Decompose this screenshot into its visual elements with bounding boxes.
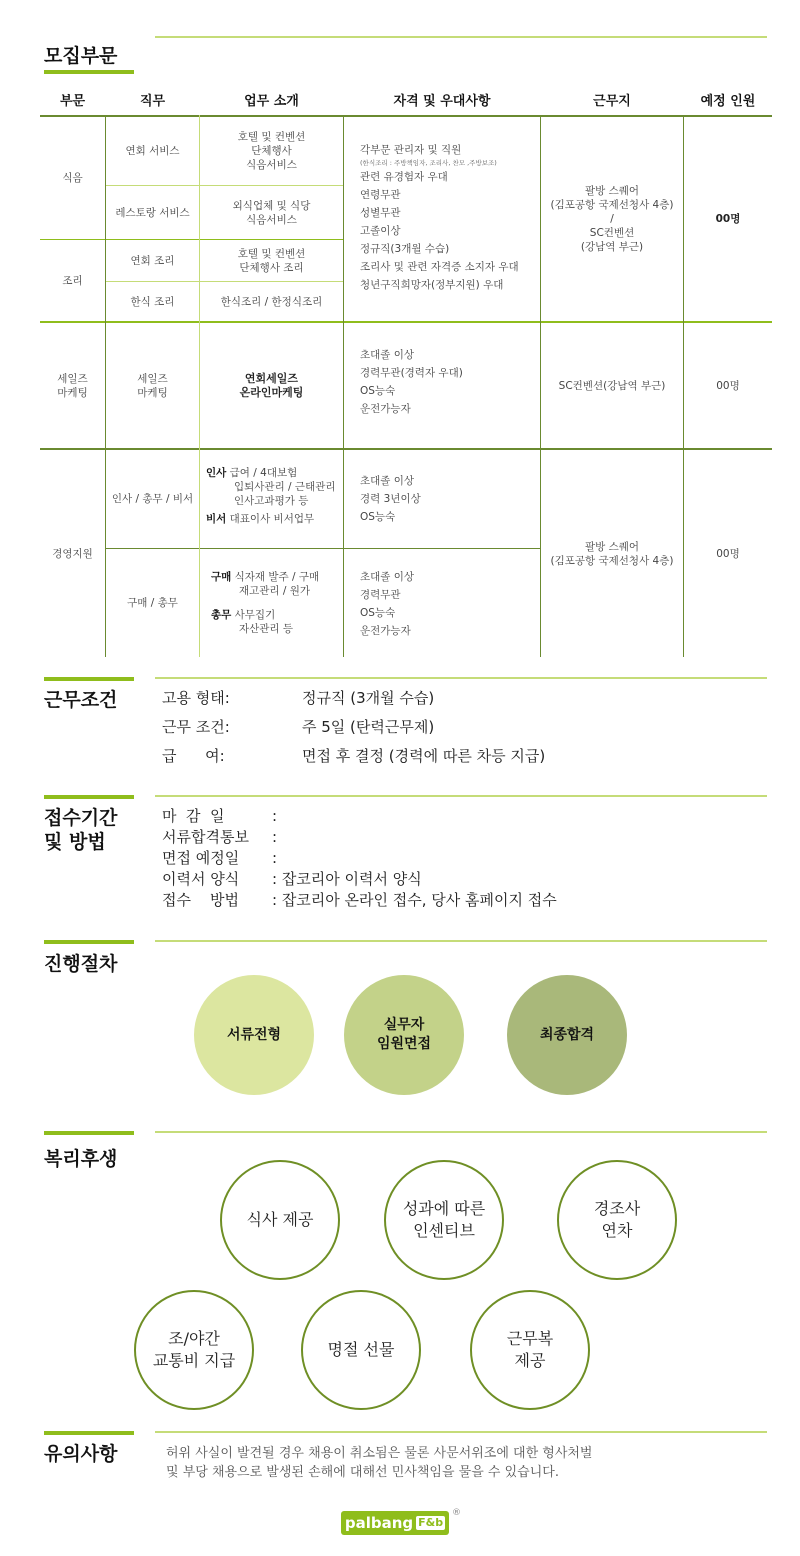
apply-value: : [272, 849, 278, 867]
apply-value: : [272, 828, 278, 846]
recruit-title-underline [44, 70, 134, 74]
qual-sales: 초대졸 이상 경력무관(경력자 우대) OS능숙 운전가능자 [360, 349, 463, 415]
benefits-section-title: 복리후생 [44, 1148, 118, 1170]
desc-banquet-service: 호텔 및 컨벤션 단체행사 식음서비스 [237, 131, 306, 171]
conditions-section-title: 근무조건 [44, 689, 118, 711]
job-banquet-service: 연회 서비스 [125, 145, 180, 157]
apply-label: 면접 예정일 [162, 849, 240, 867]
apply-value: : 잡코리아 이력서 양식 [272, 870, 422, 888]
desc-restaurant-service: 외식업체 및 식당 식음서비스 [232, 199, 311, 226]
benefits-divider [155, 1131, 767, 1133]
job-sales: 세일즈 마케팅 [137, 372, 168, 399]
notice-text: 허위 사실이 발견될 경우 채용이 취소됨은 물론 사문서위조에 대한 형사처벌 및 부당 채용으로 발생된 손해에 대해선 민사책임을 물을 수 있습니다. [166, 1446, 593, 1480]
desc-purchase: 구매 식자재 발주 / 구매 재고관리 / 원가 총무 사무집기 자산관리 등 [211, 571, 320, 635]
benefit-incentive: 성과에 따른 인센티브 [384, 1160, 504, 1280]
palbang-logo: palbang F&b [341, 1511, 449, 1535]
apply-label: 접수 방법 [162, 891, 240, 909]
process-section-title: 진행절차 [44, 953, 118, 975]
apply-label: 마 감 일 [162, 807, 225, 825]
recruit-divider [155, 36, 767, 38]
apply-label: 서류합격통보 [162, 828, 249, 846]
benefit-transport: 조/야간 교통비 지급 [134, 1290, 254, 1410]
dept-jori: 조리 [62, 274, 83, 287]
col-header-headcount: 예정 인원 [700, 94, 756, 109]
col-header-job: 직무 [139, 94, 166, 109]
location-sales: SC컨벤션(강남역 부근) [558, 379, 666, 392]
apply-value: : 잡코리아 온라인 접수, 당사 홈페이지 접수 [272, 891, 557, 909]
qual-hr: 초대졸 이상 경력 3년이상 OS능숙 [360, 475, 421, 523]
conditions-title-bar [44, 677, 134, 681]
job-hr: 인사 / 총무 / 비서 [111, 493, 194, 505]
benefit-holiday-gift: 명절 선물 [301, 1290, 421, 1410]
process-divider [155, 940, 767, 942]
headcount-food: 00명 [715, 213, 741, 225]
apply-value: : [272, 807, 278, 825]
notice-divider [155, 1431, 767, 1433]
condition-label: 급 여: [162, 747, 225, 765]
col-divider [343, 115, 344, 657]
process-step-document: 서류전형 [194, 975, 314, 1095]
process-title-bar [44, 940, 134, 944]
col-header-dept: 부문 [59, 94, 86, 109]
job-purchase: 구매 / 총무 [127, 597, 178, 609]
apply-divider [155, 795, 767, 797]
apply-title-bar [44, 795, 134, 799]
process-step-final: 최종합격 [507, 975, 627, 1095]
condition-value: 면접 후 결정 (경력에 따른 차등 지급) [302, 747, 546, 765]
qual-food: 각부문 관리자 및 직원 (한식조리 : 주방책임자, 조리사, 찬모 ,주방보조) 관련 유경험자 우대 연령무관 성별무관 고졸이상 정규직(3개월 수습) 조리사 및 관련 자격증 소지자 우대 청년구직희망자(정부지원) 우대 [360, 144, 519, 291]
apply-label: 이력서 양식 [162, 870, 240, 888]
process-step-interview: 실무자 임원면접 [344, 975, 464, 1095]
desc-sales: 연회세일즈 온라인마케팅 [239, 371, 304, 399]
notice-section-title: 유의사항 [44, 1443, 118, 1465]
registered-mark: ® [452, 1508, 461, 1518]
notice-title-bar [44, 1431, 134, 1435]
recruit-section-title: 모집부문 [44, 45, 118, 67]
benefit-leave: 경조사 연차 [557, 1160, 677, 1280]
desc-banquet-cook: 호텔 및 컨벤션 단체행사 조리 [237, 247, 306, 274]
col-header-location: 근무지 [593, 94, 631, 109]
desc-hr: 인사 급여 / 4대보험 입퇴사관리 / 근태관리 인사고과평가 등 비서 대표이사 비서업무 [206, 467, 336, 525]
benefit-meal: 식사 제공 [220, 1160, 340, 1280]
dept-sik: 식음 [62, 172, 83, 184]
location-food: 팔방 스퀘어 (김포공항 국제선청사 4층) / SC컨벤션 (강남역 부근) [550, 185, 674, 253]
desc-korean-cook: 한식조리 / 한정식조리 [220, 295, 323, 308]
qual-purchase: 초대졸 이상 경력무관 OS능숙 운전가능자 [360, 571, 415, 637]
benefit-uniform: 근무복 제공 [470, 1290, 590, 1410]
job-korean-cook: 한식 조리 [130, 295, 175, 308]
headcount-sales: 00명 [716, 379, 740, 392]
col-header-desc: 업무 소개 [244, 94, 299, 109]
condition-value: 주 5일 (탄력근무제) [302, 718, 435, 736]
condition-label: 근무 조건: [162, 718, 230, 736]
condition-value: 정규직 (3개월 수습) [302, 689, 435, 707]
dept-management: 경영지원 [52, 547, 93, 560]
col-header-qual: 자격 및 우대사항 [393, 94, 491, 109]
conditions-divider [155, 677, 767, 679]
dept-sales: 세일즈 마케팅 [57, 372, 88, 399]
apply-section-title: 접수기간 및 방법 [44, 807, 118, 853]
benefits-title-bar [44, 1131, 134, 1135]
condition-label: 고용 형태: [162, 689, 230, 707]
job-banquet-cook: 연회 조리 [130, 254, 175, 267]
headcount-management: 00명 [716, 547, 740, 560]
location-management: 팔방 스퀘어 (김포공항 국제선청사 4층) [550, 540, 674, 567]
job-restaurant-service: 레스토랑 서비스 [115, 206, 190, 219]
